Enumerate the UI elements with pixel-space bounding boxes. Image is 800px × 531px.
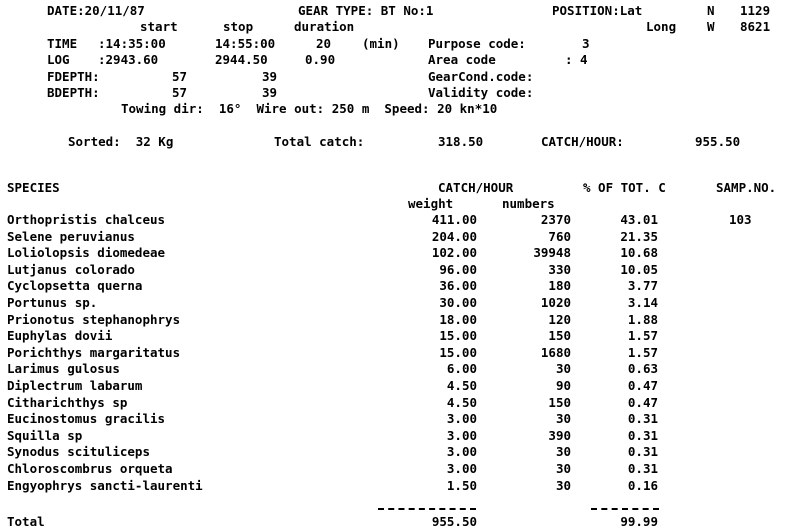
position-label: POSITION:Lat: [552, 3, 643, 18]
catch-weight: 15.00: [439, 345, 477, 360]
percent-of-total: 0.63: [627, 361, 658, 376]
catch-hour-column-header: CATCH/HOUR: [438, 180, 514, 195]
time-stop: 14:55:00: [215, 36, 276, 51]
fdepth-label: FDEPTH:: [47, 69, 100, 84]
catch-numbers: 30: [555, 461, 571, 476]
species-name: Porichthys margaritatus: [7, 345, 181, 360]
catch-weight: 15.00: [439, 328, 477, 343]
log-label: LOG: [47, 52, 70, 67]
catch-numbers: 180: [548, 278, 571, 293]
catch-numbers: 760: [548, 229, 571, 244]
sorted-weight: Sorted: 32 Kg: [68, 134, 174, 149]
weight-total-rule: [378, 508, 476, 510]
percent-of-total: 0.16: [627, 478, 658, 493]
catch-weight: 3.00: [446, 444, 477, 459]
weight-column-header: weight: [408, 196, 454, 211]
total-percent: 99.99: [620, 514, 658, 529]
catch-numbers: 150: [548, 328, 571, 343]
species-name: Orthopristis chalceus: [7, 212, 166, 227]
catch-numbers: 330: [548, 262, 571, 277]
percent-of-total: 43.01: [620, 212, 658, 227]
percent-of-total: 0.31: [627, 461, 658, 476]
catch-numbers: 390: [548, 428, 571, 443]
catch-weight: 102.00: [431, 245, 477, 260]
bdepth-stop: 39: [262, 85, 278, 100]
catch-numbers: 150: [548, 395, 571, 410]
percent-of-total: 3.77: [627, 278, 658, 293]
long-label: Long: [646, 19, 677, 34]
percent-of-total: 21.35: [620, 229, 658, 244]
species-name: Lutjanus colorado: [7, 262, 135, 277]
log-distance: 0.90: [305, 52, 336, 67]
gear-type-field: GEAR TYPE: BT No:1: [298, 3, 434, 18]
purpose-code-value: 3: [582, 36, 590, 51]
catch-numbers: 30: [555, 411, 571, 426]
area-code-label: Area code: [428, 52, 496, 67]
percent-of-total: 1.57: [627, 328, 658, 343]
species-name: Portunus sp.: [7, 295, 98, 310]
total-catch-label: Total catch:: [274, 134, 365, 149]
catch-weight: 4.50: [446, 395, 477, 410]
species-name: Prionotus stephanophrys: [7, 312, 181, 327]
catch-numbers: 30: [555, 361, 571, 376]
catch-per-hour-label: CATCH/HOUR:: [541, 134, 624, 149]
bdepth-start: 57: [172, 85, 188, 100]
log-stop: 2944.50: [215, 52, 268, 67]
fdepth-stop: 39: [262, 69, 278, 84]
sample-number-column-header: SAMP.NO.: [716, 180, 777, 195]
catch-weight: 4.50: [446, 378, 477, 393]
catch-weight: 3.00: [446, 428, 477, 443]
species-name: Citharichthys sp: [7, 395, 128, 410]
catch-weight: 30.00: [439, 295, 477, 310]
species-name: Chloroscombrus orqueta: [7, 461, 173, 476]
col-stop-header: stop: [223, 19, 254, 34]
fdepth-start: 57: [172, 69, 188, 84]
percent-of-total: 0.31: [627, 411, 658, 426]
species-name: Loliolopsis diomedeae: [7, 245, 166, 260]
percent-total-column-header: % OF TOT. C: [583, 180, 666, 195]
lat-hemisphere: N: [707, 3, 715, 18]
purpose-code-label: Purpose code:: [428, 36, 526, 51]
time-start: :14:35:00: [98, 36, 166, 51]
catch-weight: 18.00: [439, 312, 477, 327]
percent-of-total: 1.88: [627, 312, 658, 327]
species-name: Engyophrys sancti-laurenti: [7, 478, 203, 493]
catch-numbers: 120: [548, 312, 571, 327]
species-name: Selene peruvianus: [7, 229, 135, 244]
catch-weight: 204.00: [431, 229, 477, 244]
time-unit: (min): [362, 36, 400, 51]
percent-of-total: 10.05: [620, 262, 658, 277]
time-label: TIME: [47, 36, 78, 51]
gear-condition-label: GearCond.code:: [428, 69, 534, 84]
long-hemisphere: W: [707, 19, 715, 34]
catch-numbers: 1680: [540, 345, 571, 360]
towing-info-line: Towing dir: 16° Wire out: 250 m Speed: 20 kn*10: [121, 101, 498, 116]
col-start-header: start: [140, 19, 178, 34]
percent-of-total: 0.31: [627, 444, 658, 459]
total-catch-value: 318.50: [438, 134, 484, 149]
species-name: Squilla sp: [7, 428, 83, 443]
percent-of-total: 0.31: [627, 428, 658, 443]
catch-weight: 6.00: [446, 361, 477, 376]
time-duration: 20: [316, 36, 332, 51]
total-weight: 955.50: [431, 514, 477, 529]
catch-weight: 1.50: [446, 478, 477, 493]
catch-numbers: 90: [555, 378, 571, 393]
species-name: Eucinostomus gracilis: [7, 411, 166, 426]
catch-weight: 411.00: [431, 212, 477, 227]
species-name: Cyclopsetta querna: [7, 278, 143, 293]
percent-of-total: 1.57: [627, 345, 658, 360]
catch-weight: 36.00: [439, 278, 477, 293]
percent-of-total: 3.14: [627, 295, 658, 310]
species-name: Synodus scituliceps: [7, 444, 150, 459]
catch-numbers: 2370: [540, 212, 571, 227]
total-label: Total: [7, 514, 45, 529]
catch-numbers: 30: [555, 478, 571, 493]
species-name: Larimus gulosus: [7, 361, 120, 376]
species-name: Euphylas dovii: [7, 328, 113, 343]
percent-of-total: 0.47: [627, 395, 658, 410]
species-column-header: SPECIES: [7, 180, 60, 195]
catch-weight: 3.00: [446, 411, 477, 426]
lat-value: 1129: [740, 3, 771, 18]
percent-of-total: 0.47: [627, 378, 658, 393]
catch-weight: 3.00: [446, 461, 477, 476]
catch-numbers: 39948: [533, 245, 571, 260]
col-duration-header: duration: [294, 19, 355, 34]
bdepth-label: BDEPTH:: [47, 85, 100, 100]
percent-of-total: 10.68: [620, 245, 658, 260]
species-name: Diplectrum labarum: [7, 378, 143, 393]
catch-numbers: 1020: [540, 295, 571, 310]
catch-per-hour-value: 955.50: [695, 134, 741, 149]
log-start: :2943.60: [98, 52, 159, 67]
numbers-column-header: numbers: [502, 196, 555, 211]
area-code-value: : 4: [565, 52, 588, 67]
date-field: DATE:20/11/87: [47, 3, 145, 18]
validity-code-label: Validity code:: [428, 85, 534, 100]
pct-total-rule: [591, 508, 659, 510]
sample-number: 103: [729, 212, 752, 227]
catch-numbers: 30: [555, 444, 571, 459]
long-value: 8621: [740, 19, 771, 34]
catch-weight: 96.00: [439, 262, 477, 277]
